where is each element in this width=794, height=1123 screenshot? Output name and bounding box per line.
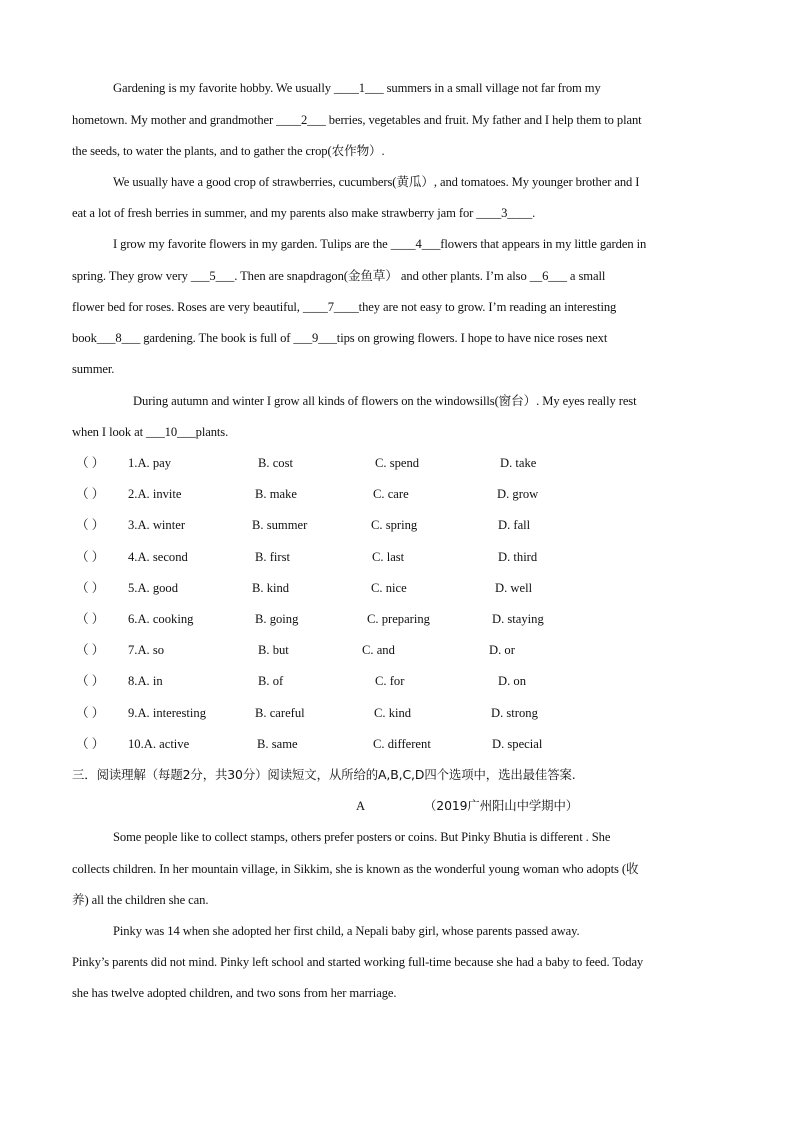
option-c: C. last xyxy=(372,550,405,564)
question-row-3 xyxy=(72,516,632,534)
option-d: D. grow xyxy=(497,487,539,501)
passage1-line-1: Gardening is my favorite hobby. We usually ____1___ summers in a small village not far from my xyxy=(113,81,601,95)
option-a: 2.A. invite xyxy=(128,487,182,501)
answer-blank[interactable]: （ ） xyxy=(76,550,105,564)
section-heading: 三．阅读理解（每题2分，共30分）阅读短文，从所给的A,B,C,D四个选项中，选出最佳答案. xyxy=(72,767,576,782)
passage2-line-6: she has twelve adopted children, and two sons from her marriage. xyxy=(72,986,397,1000)
option-b: B. cost xyxy=(258,456,293,470)
passage1-line-6: I grow my favorite flowers in my garden. Tulips are the ____4___flowers that appears in my little garden in xyxy=(113,237,647,251)
question-row-5 xyxy=(72,579,632,597)
question-row-9 xyxy=(72,704,632,722)
option-d: D. on xyxy=(498,674,526,688)
option-b: B. first xyxy=(255,550,290,564)
passage2-line-4: Pinky was 14 when she adopted her first child, a Nepali baby girl, whose parents passed away. xyxy=(113,924,580,938)
option-a: 9.A. interesting xyxy=(128,706,206,720)
passage1-line-8: flower bed for roses. Roses are very beautiful, ____7____they are not easy to grow. I’m reading an interesting xyxy=(72,300,617,314)
passage1-line-4: We usually have a good crop of strawberries, cucumbers(黄瓜）, and tomatoes. My younger brother and I xyxy=(113,175,640,189)
option-d: D. fall xyxy=(498,518,531,532)
option-d: D. staying xyxy=(492,612,544,626)
answer-blank[interactable]: （ ） xyxy=(76,456,105,470)
option-a: 5.A. good xyxy=(128,581,179,595)
question-row-10 xyxy=(72,735,632,753)
passage1-line-9: book___8___ gardening. The book is full of ___9___tips on growing flowers. I hope to have nice roses next xyxy=(72,331,608,345)
passage1-line-2: hometown. My mother and grandmother ____2___ berries, vegetables and fruit. My father and I help them to plant xyxy=(72,113,642,127)
passage2-line-5: Pinky’s parents did not mind. Pinky left school and started working full-time because she had a baby to feed. Today xyxy=(72,955,644,969)
option-c: C. preparing xyxy=(367,612,430,626)
question-row-7 xyxy=(72,641,632,659)
answer-blank[interactable]: （ ） xyxy=(76,643,105,657)
question-row-4 xyxy=(72,548,632,566)
question-row-8 xyxy=(72,672,632,690)
option-a: 8.A. in xyxy=(128,674,163,688)
option-a: 7.A. so xyxy=(128,643,165,657)
option-c: C. for xyxy=(375,674,405,688)
answer-blank[interactable]: （ ） xyxy=(76,612,105,626)
option-b: B. same xyxy=(257,737,298,751)
passage1-line-10: summer. xyxy=(72,362,115,376)
question-row-6 xyxy=(72,610,632,628)
answer-blank[interactable]: （ ） xyxy=(76,737,105,751)
option-b: B. careful xyxy=(255,706,305,720)
option-b: B. kind xyxy=(252,581,290,595)
passage1-line-3: the seeds, to water the plants, and to gather the crop(农作物）. xyxy=(72,144,385,158)
option-a: 4.A. second xyxy=(128,550,188,564)
option-b: B. summer xyxy=(252,518,308,532)
passage1-line-11: During autumn and winter I grow all kinds of flowers on the windowsills(窗台）. My eyes really rest xyxy=(133,394,637,408)
option-c: C. different xyxy=(373,737,431,751)
option-c: C. and xyxy=(362,643,395,657)
passage2-line-3: 养) all the children she can. xyxy=(72,893,209,907)
answer-blank[interactable]: （ ） xyxy=(76,518,105,532)
option-a: 6.A. cooking xyxy=(128,612,194,626)
option-a: 3.A. winter xyxy=(128,518,186,532)
question-row-1 xyxy=(72,454,632,472)
option-b: B. but xyxy=(258,643,289,657)
passage1-line-5: eat a lot of fresh berries in summer, and my parents also make strawberry jam for ____3____. xyxy=(72,206,536,220)
option-b: B. make xyxy=(255,487,297,501)
passage-source: （2019广州阳山中学期中） xyxy=(424,798,579,813)
option-d: D. well xyxy=(495,581,533,595)
passage1-line-7: spring. They grow very ___5___. Then are snapdragon(金鱼草） and other plants. I’m also __6___ a small xyxy=(72,269,606,283)
option-b: B. of xyxy=(258,674,284,688)
answer-blank[interactable]: （ ） xyxy=(76,487,105,501)
option-c: C. spring xyxy=(371,518,418,532)
passage2-line-1: Some people like to collect stamps, others prefer posters or coins. But Pinky Bhutia is different . She xyxy=(113,830,611,844)
answer-blank[interactable]: （ ） xyxy=(76,581,105,595)
option-d: D. strong xyxy=(491,706,538,720)
option-c: C. kind xyxy=(374,706,412,720)
option-d: D. third xyxy=(498,550,538,564)
passage1-line-12: when I look at ___10___plants. xyxy=(72,425,229,439)
option-a: 10.A. active xyxy=(128,737,190,751)
answer-blank[interactable]: （ ） xyxy=(76,674,105,688)
passage2-line-2: collects children. In her mountain village, in Sikkim, she is known as the wonderful young woman who adopts (收 xyxy=(72,862,639,876)
question-row-2 xyxy=(72,485,632,503)
option-d: D. take xyxy=(500,456,537,470)
option-c: C. spend xyxy=(375,456,420,470)
passage-label: A xyxy=(356,799,365,813)
answer-blank[interactable]: （ ） xyxy=(76,706,105,720)
option-c: C. nice xyxy=(371,581,407,595)
option-b: B. going xyxy=(255,612,299,626)
option-c: C. care xyxy=(373,487,409,501)
option-d: D. or xyxy=(489,643,515,657)
option-d: D. special xyxy=(492,737,543,751)
option-a: 1.A. pay xyxy=(128,456,172,470)
